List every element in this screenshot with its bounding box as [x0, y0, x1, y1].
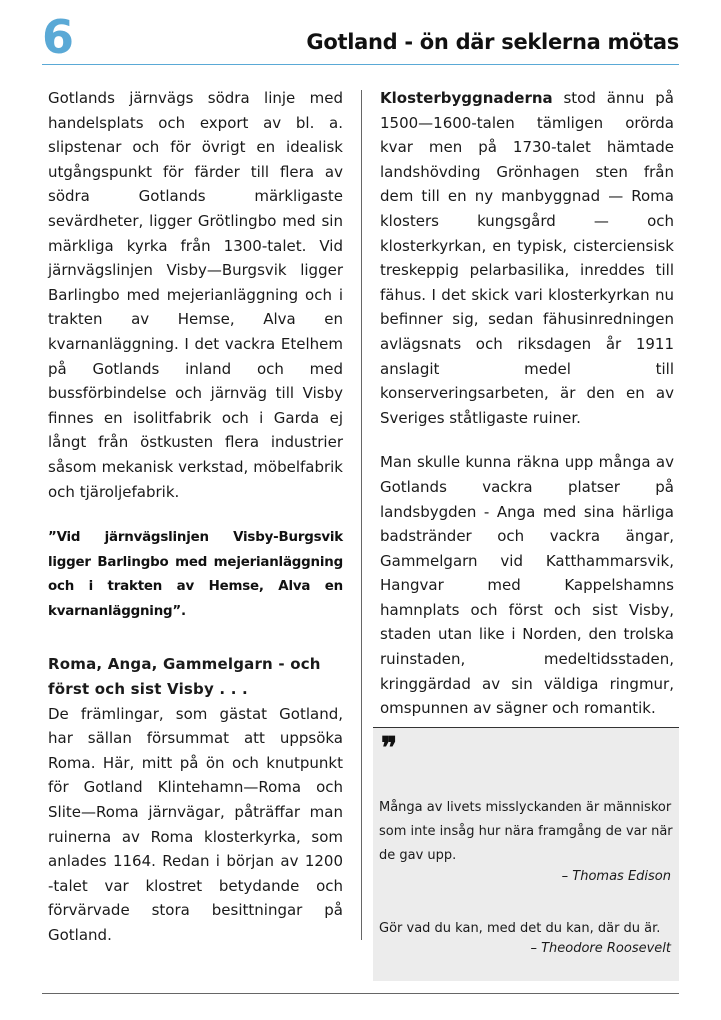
- right-paragraph-1: [380, 86, 674, 430]
- footer-divider: [42, 993, 679, 994]
- right-paragraph-2: Man skulle kunna räkna upp många av Gotlands vackra platser på landsbygden - Anga med sina härliga badstränder och vackra ängar, Gammelgarn vid Katthammarsvik, Hangvar med Kappelshamns hamnplats och först och sist Visby, staden utan like i Norden, den trolska ruinstaden, medeltidsstaden, kringgärdad av sin väldiga ringmur, omspunnen av sägner och romantik.: [380, 453, 674, 718]
- quote-mark-icon: ❞: [381, 731, 398, 766]
- right-column: [380, 86, 674, 721]
- left-paragraph-1: Gotlands järnvägs södra linje med handelsplats och export av bl. a. slipstenar och för övrigt en idealisk utgångspunkt för färder till flera av södra Gotlands märkligaste sevärdheter, ligger Grötlingbo med sin märkliga kyrka från 1300-talet. Vid järnvägslinjen Visby—Burgsvik ligger Barlingbo med mejerianläggning och i trakten av Hemse, Alva en kvarnanläggning. I det vackra Etelhem på Gotlands inland och med bussförbindelse och järnväg till Visby finnes en isolitfabrik och i Garda ej långt från östkusten flera industrier såsom mekanisk verkstad, möbelfabrik och tjäroljefabrik.: [48, 89, 343, 501]
- pull-quote: ”Vid järnvägslinjen Visby-Burgsvik ligger Barlingbo med mejerianläggning och i trakten av Hemse, Alva en kvarnanläggning”.: [48, 530, 343, 619]
- header-divider: [42, 64, 679, 65]
- page-title: Gotland - ön där seklerna mötas: [306, 30, 679, 54]
- quote-text-2: Gör vad du kan, med det du kan, där du är.: [379, 921, 661, 936]
- quote-attribution-1: – Thomas Edison: [561, 869, 671, 884]
- right-paragraph-1-lead: Klosterbyggnaderna: [380, 89, 553, 107]
- left-paragraph-2: De främlingar, som gästat Gotland, har sällan försummat att uppsöka Roma. Här, mitt på ön och knutpunkt för Gotland Klintehamn—Roma och Slite—Roma järnvägar, påträffar man ruinerna av Roma klosterkyrka, som anlades 1164. Redan i början av 1200 -talet var klostret betydande och förvärvade stora besittningar på Gotland.: [48, 704, 343, 944]
- page-number: 6: [42, 10, 74, 64]
- left-column: [48, 86, 343, 948]
- quote-attribution-2: – Theodore Roosevelt: [530, 941, 671, 956]
- column-divider: [361, 90, 362, 940]
- section-heading: Roma, Anga, Gammelgarn - och först och sist Visby . . .: [48, 655, 321, 699]
- quote-box: [373, 727, 679, 981]
- quote-text-1: Många av livets misslyckanden är människor som inte insåg hur nära framgång de var när de gav upp.: [379, 800, 673, 863]
- right-paragraph-1-body: stod ännu på 1500—1600-talen tämligen orörda kvar men på 1730-talet hämtade landshövding Grönhagen sten från dem till en ny manbyggnad — Roma klosters kungsgård — och klosterkyrkan, en typisk, cisterciensisk treskeppig pelarbasilika, inreddes till fähus. I det skick vari klosterkyrkan nu befinner sig, sedan fähusinredningen avlägsnats och riksdagen år 1911 anslagit medel till konserveringsarbeten, är den en av Sveriges ståtligaste ruiner.: [380, 89, 674, 427]
